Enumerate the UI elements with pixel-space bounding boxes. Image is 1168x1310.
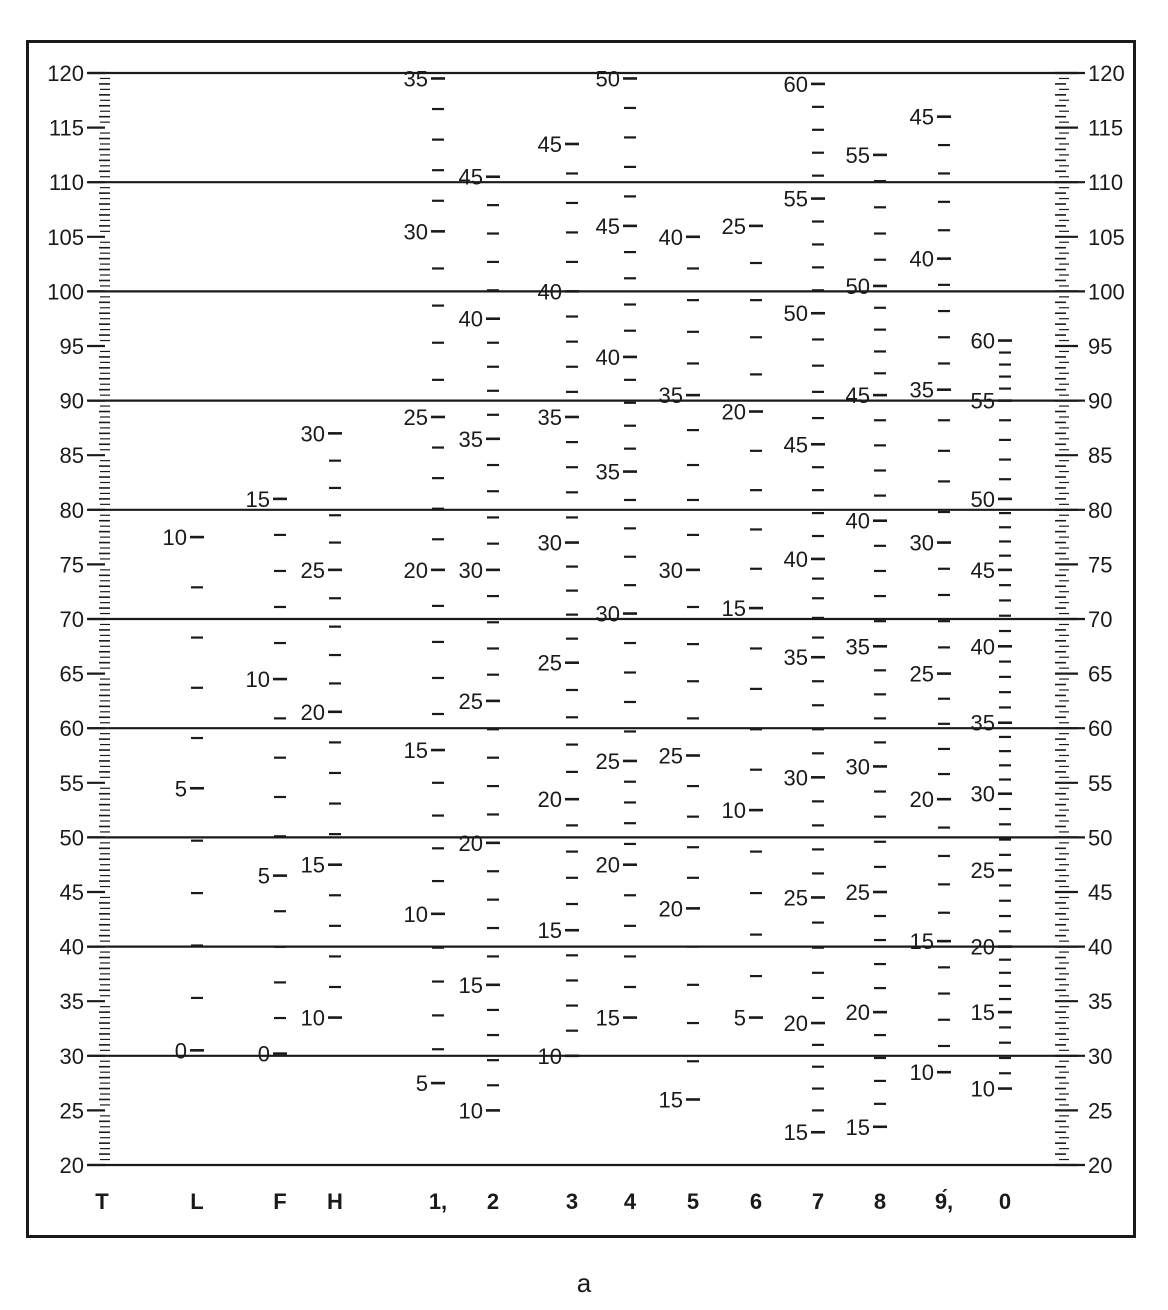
- scale-label-6-25: 25: [721, 213, 746, 239]
- axis-label-right-90: 90: [1088, 388, 1113, 414]
- axis-label-right-50: 50: [1088, 825, 1113, 851]
- scale-label-6-20: 20: [721, 399, 746, 425]
- scale-label-7-55: 55: [783, 186, 808, 212]
- scale-label-1,-35: 35: [403, 66, 428, 92]
- column-label: L: [190, 1189, 204, 1214]
- scale-label-8-40: 40: [845, 508, 870, 534]
- scale-label-3-25: 25: [537, 650, 562, 676]
- scale-label-2-30: 30: [458, 557, 483, 583]
- scale-label-4-40: 40: [595, 344, 620, 370]
- scale-label-5-15: 15: [658, 1087, 683, 1113]
- column-label: 2: [486, 1189, 500, 1214]
- scale-label-2-10: 10: [458, 1098, 483, 1124]
- axis-label-left-85: 85: [59, 443, 84, 469]
- scale-label-3-30: 30: [537, 530, 562, 556]
- scale-label-7-30: 30: [783, 765, 808, 791]
- scale-label-1,-15: 15: [403, 738, 428, 764]
- axis-label-right-45: 45: [1088, 880, 1113, 905]
- column-label: 8: [873, 1189, 887, 1214]
- axis-label-left-20: 20: [59, 1153, 84, 1178]
- scale-label-1,-20: 20: [403, 557, 428, 583]
- scale-label-0-10: 10: [970, 1076, 995, 1102]
- column-labels: [95, 1189, 1011, 1214]
- axis-label-right-60: 60: [1088, 716, 1113, 742]
- scale-label-3-15: 15: [537, 918, 562, 944]
- scale-label-L-10: 10: [162, 525, 187, 551]
- axis-label-left-55: 55: [59, 770, 84, 796]
- column-label: 5: [686, 1189, 700, 1214]
- axis-label-left-90: 90: [59, 388, 84, 414]
- axis-label-left-115: 115: [48, 115, 84, 141]
- axis-label-right-85: 85: [1088, 443, 1113, 469]
- axis-label-left-75: 75: [59, 552, 84, 578]
- scale-label-9́,-40: 40: [909, 246, 934, 272]
- scale-label-4-45: 45: [595, 213, 620, 239]
- scale-label-0-45: 45: [970, 557, 995, 583]
- scale-label-7-25: 25: [783, 885, 808, 911]
- scale-label-4-25: 25: [595, 748, 620, 774]
- scale-label-5-20: 20: [658, 896, 683, 922]
- scale-label-0-25: 25: [970, 858, 995, 884]
- scale-label-4-15: 15: [595, 1005, 620, 1031]
- column-label: 4: [623, 1189, 637, 1214]
- axis-label-right-40: 40: [1088, 934, 1113, 960]
- scale-label-2-45: 45: [458, 164, 483, 190]
- scale-label-7-40: 40: [783, 546, 808, 572]
- scale-label-F-10: 10: [245, 667, 270, 693]
- scale-label-5-40: 40: [658, 224, 683, 250]
- scale-label-H-15: 15: [300, 852, 325, 878]
- axis-label-right-120: 120: [1088, 61, 1125, 86]
- scale-label-H-20: 20: [300, 699, 325, 725]
- column-label: H: [327, 1189, 343, 1214]
- scale-label-F-0: 0: [257, 1041, 270, 1067]
- scale-label-4-50: 50: [595, 66, 620, 92]
- axis-label-right-30: 30: [1088, 1043, 1113, 1069]
- scale-label-7-45: 45: [783, 432, 808, 458]
- column-label: 0: [998, 1189, 1012, 1214]
- scale-label-2-20: 20: [458, 830, 483, 856]
- scale-label-F-15: 15: [245, 486, 270, 512]
- axis-label-right-65: 65: [1088, 661, 1113, 687]
- axis-label-left-60: 60: [59, 716, 84, 742]
- axis-label-left-35: 35: [59, 989, 84, 1015]
- scale-label-7-50: 50: [783, 301, 808, 327]
- scale-label-0-50: 50: [970, 486, 995, 512]
- scale-label-7-20: 20: [783, 1011, 808, 1037]
- scale-label-5-25: 25: [658, 743, 683, 769]
- scale-label-1,-10: 10: [403, 901, 428, 927]
- scale-label-4-20: 20: [595, 852, 620, 878]
- axis-label-left-50: 50: [59, 825, 84, 851]
- axis-label-left-100: 100: [47, 279, 84, 305]
- scale-label-8-45: 45: [845, 383, 870, 409]
- scale-label-1,-30: 30: [403, 219, 428, 245]
- axis-label-left-25: 25: [59, 1098, 84, 1124]
- scale-label-8-15: 15: [845, 1114, 870, 1140]
- scale-label-9́,-20: 20: [909, 787, 934, 813]
- axis-label-left-40: 40: [59, 934, 84, 960]
- scale-label-0-55: 55: [970, 388, 995, 414]
- axis-label-right-35: 35: [1088, 989, 1113, 1015]
- axis-label-left-120: 120: [47, 61, 84, 86]
- scale-label-9́,-30: 30: [909, 530, 934, 556]
- scale-label-0-20: 20: [970, 934, 995, 960]
- scale-label-2-40: 40: [458, 306, 483, 332]
- scale-label-1,-5: 5: [415, 1071, 428, 1097]
- axis-label-right-25: 25: [1088, 1098, 1113, 1124]
- gridlines: [88, 73, 1085, 1165]
- scale-label-8-50: 50: [845, 273, 870, 299]
- axis-label-right-105: 105: [1088, 224, 1125, 250]
- scale-label-7-15: 15: [783, 1120, 808, 1146]
- scale-label-3-45: 45: [537, 131, 562, 157]
- scale-label-0-60: 60: [970, 328, 995, 354]
- axis-label-right-100: 100: [1088, 279, 1125, 305]
- scale-label-L-0: 0: [174, 1038, 187, 1064]
- axis-label-left-95: 95: [59, 334, 84, 359]
- scale-label-L-5: 5: [174, 776, 187, 802]
- scale-label-2-25: 25: [458, 688, 483, 714]
- scale-label-3-40: 40: [537, 279, 562, 305]
- axis-label-left-45: 45: [59, 880, 84, 905]
- scale-label-H-25: 25: [300, 557, 325, 583]
- scale-label-5-30: 30: [658, 557, 683, 583]
- scale-label-3-35: 35: [537, 404, 562, 430]
- axis-label-right-80: 80: [1088, 497, 1113, 523]
- scale-label-0-30: 30: [970, 781, 995, 807]
- scale-marks: [163, 66, 1012, 1145]
- axis-label-right-75: 75: [1088, 552, 1113, 578]
- axis-label-right-70: 70: [1088, 607, 1113, 632]
- figure-caption: a: [576, 1268, 592, 1298]
- scale-label-H-10: 10: [300, 1005, 325, 1031]
- scale-label-F-5: 5: [257, 863, 270, 889]
- scale-label-0-35: 35: [970, 710, 995, 736]
- scale-label-7-60: 60: [783, 71, 808, 97]
- scale-label-6-10: 10: [721, 798, 746, 824]
- column-label: 9́,: [934, 1189, 954, 1214]
- scale-label-1,-25: 25: [403, 404, 428, 430]
- scale-label-5-35: 35: [658, 383, 683, 409]
- scale-label-8-35: 35: [845, 634, 870, 660]
- axis-label-right-110: 110: [1088, 170, 1124, 196]
- axis-label-left-30: 30: [59, 1043, 84, 1069]
- scale-label-8-30: 30: [845, 754, 870, 780]
- scale-label-9́,-25: 25: [909, 661, 934, 687]
- scale-label-0-40: 40: [970, 634, 995, 660]
- axis-label-left-110: 110: [48, 170, 84, 196]
- scale-label-3-10: 10: [537, 1043, 562, 1069]
- column-label: 3: [565, 1189, 579, 1214]
- scale-label-8-55: 55: [845, 142, 870, 168]
- axis-label-left-105: 105: [47, 224, 84, 250]
- scale-label-0-15: 15: [970, 1000, 995, 1026]
- scale-label-4-30: 30: [595, 601, 620, 627]
- scale-label-3-20: 20: [537, 787, 562, 813]
- scale-label-4-35: 35: [595, 459, 620, 485]
- scale-label-2-15: 15: [458, 972, 483, 998]
- scale-label-8-25: 25: [845, 880, 870, 905]
- scale-label-9́,-45: 45: [909, 104, 934, 130]
- scale-label-6-15: 15: [721, 596, 746, 622]
- column-label: 6: [749, 1189, 763, 1214]
- scale-label-2-35: 35: [458, 426, 483, 452]
- scale-label-8-20: 20: [845, 1000, 870, 1026]
- axis-label-right-55: 55: [1088, 770, 1113, 796]
- scale-label-9́,-15: 15: [909, 929, 934, 955]
- scale-label-H-30: 30: [300, 421, 325, 447]
- axis-label-right-95: 95: [1088, 334, 1113, 359]
- scale-label-9́,-35: 35: [909, 377, 934, 403]
- scale-label-7-35: 35: [783, 645, 808, 671]
- axis-label-left-65: 65: [59, 661, 84, 687]
- axis-label-left-70: 70: [59, 607, 84, 632]
- axis-label-right-20: 20: [1088, 1153, 1113, 1178]
- column-label: 7: [811, 1189, 825, 1214]
- scale-label-6-5: 5: [733, 1005, 746, 1031]
- axis-label-left-80: 80: [59, 497, 84, 523]
- column-label: 1,: [428, 1189, 448, 1214]
- column-label: F: [273, 1189, 287, 1214]
- axis-label-right-115: 115: [1088, 115, 1124, 141]
- scale-label-9́,-10: 10: [909, 1060, 934, 1086]
- column-label: T: [95, 1189, 109, 1214]
